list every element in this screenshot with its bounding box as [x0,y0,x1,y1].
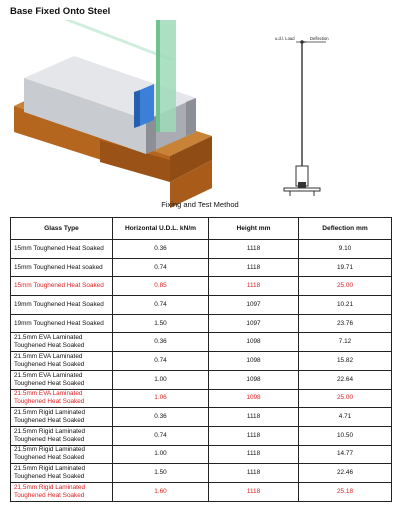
glass-type-cell: 21.5mm Rigid Laminated Toughened Heat Soaked [11,408,113,427]
deflection-cell: 10.50 [299,426,392,445]
height-cell: 1118 [209,464,299,483]
udl-cell: 0.74 [113,258,209,277]
glass-type-cell: 19mm Toughened Heat Soaked [11,314,113,333]
test-results-table [10,217,392,502]
deflection-cell: 22.46 [299,464,392,483]
table-row [11,408,392,427]
glass-type-cell: 21.5mm EVA Laminated Toughened Heat Soaked [11,352,113,371]
glass-type-cell: 21.5mm Rigid Laminated Toughened Heat Soaked [11,464,113,483]
glass-type-cell: 21.5mm EVA Laminated Toughened Heat Soaked [11,389,113,408]
glass-type-cell: 21.5mm Rigid Laminated Toughened Heat Soaked [11,426,113,445]
height-cell: 1118 [209,482,299,501]
height-cell: 1118 [209,408,299,427]
height-cell: 1098 [209,370,299,389]
table-row [11,389,392,408]
deflection-cell: 19.71 [299,258,392,277]
height-cell: 1098 [209,352,299,371]
table-row [11,333,392,352]
fixing-illustration [0,20,400,208]
deflection-cell: 23.76 [299,314,392,333]
deflection-label: Deflection [310,36,329,41]
glass-type-cell: 21.5mm EVA Laminated Toughened Heat Soaked [11,333,113,352]
height-cell: 1118 [209,258,299,277]
deflection-cell: 25.18 [299,482,392,501]
glass-type-cell: 19mm Toughened Heat Soaked [11,296,113,315]
udl-cell: 0.74 [113,426,209,445]
figure-caption: Fixing and Test Method [161,200,239,209]
header-glass-type: Glass Type [11,218,113,240]
deflection-cell: 14.77 [299,445,392,464]
header-deflection: Deflection mm [299,218,392,240]
table-row [11,445,392,464]
table-row [11,258,392,277]
height-cell: 1118 [209,426,299,445]
table-body [11,240,392,502]
udl-cell: 1.60 [113,482,209,501]
udl-cell: 0.36 [113,240,209,259]
table-row [11,277,392,296]
deflection-cell: 25.00 [299,389,392,408]
glass-type-cell: 15mm Toughened Heat Soaked [11,277,113,296]
height-cell: 1097 [209,314,299,333]
udl-cell: 1.06 [113,389,209,408]
udl-cell: 0.74 [113,296,209,315]
height-cell: 1118 [209,277,299,296]
glass-type-cell: 21.5mm EVA Laminated Toughened Heat Soaked [11,370,113,389]
table-row [11,464,392,483]
deflection-cell: 7.12 [299,333,392,352]
udl-cell: 1.50 [113,314,209,333]
height-cell: 1118 [209,240,299,259]
glass-type-cell: 15mm Toughened Heat soaked [11,258,113,277]
test-method-diagram [275,36,329,196]
deflection-cell: 15.82 [299,352,392,371]
table-row [11,240,392,259]
table-row [11,296,392,315]
table-row [11,352,392,371]
load-label: u.d.l. Load [275,36,295,41]
height-cell: 1118 [209,445,299,464]
udl-cell: 0.85 [113,277,209,296]
deflection-cell: 22.64 [299,370,392,389]
page-title: Base Fixed Onto Steel [10,6,111,17]
height-cell: 1098 [209,389,299,408]
header-height: Height mm [209,218,299,240]
table-header-row [11,218,392,240]
glass-type-cell: 21.5mm Rigid Laminated Toughened Heat Soaked [11,445,113,464]
glass-type-cell: 15mm Toughened Heat Soaked [11,240,113,259]
table-row [11,370,392,389]
udl-cell: 1.00 [113,370,209,389]
height-cell: 1097 [209,296,299,315]
deflection-cell: 4.71 [299,408,392,427]
table-row [11,426,392,445]
table-row [11,482,392,501]
udl-cell: 0.74 [113,352,209,371]
udl-cell: 0.36 [113,333,209,352]
deflection-cell: 25.00 [299,277,392,296]
deflection-cell: 10.21 [299,296,392,315]
height-cell: 1098 [209,333,299,352]
table-row [11,314,392,333]
header-udl: Horizontal U.D.L. kN/m [113,218,209,240]
deflection-cell: 9.10 [299,240,392,259]
glass-type-cell: 21.5mm Rigid Laminated Toughened Heat Soaked [11,482,113,501]
udl-cell: 1.00 [113,445,209,464]
udl-cell: 1.50 [113,464,209,483]
udl-cell: 0.36 [113,408,209,427]
